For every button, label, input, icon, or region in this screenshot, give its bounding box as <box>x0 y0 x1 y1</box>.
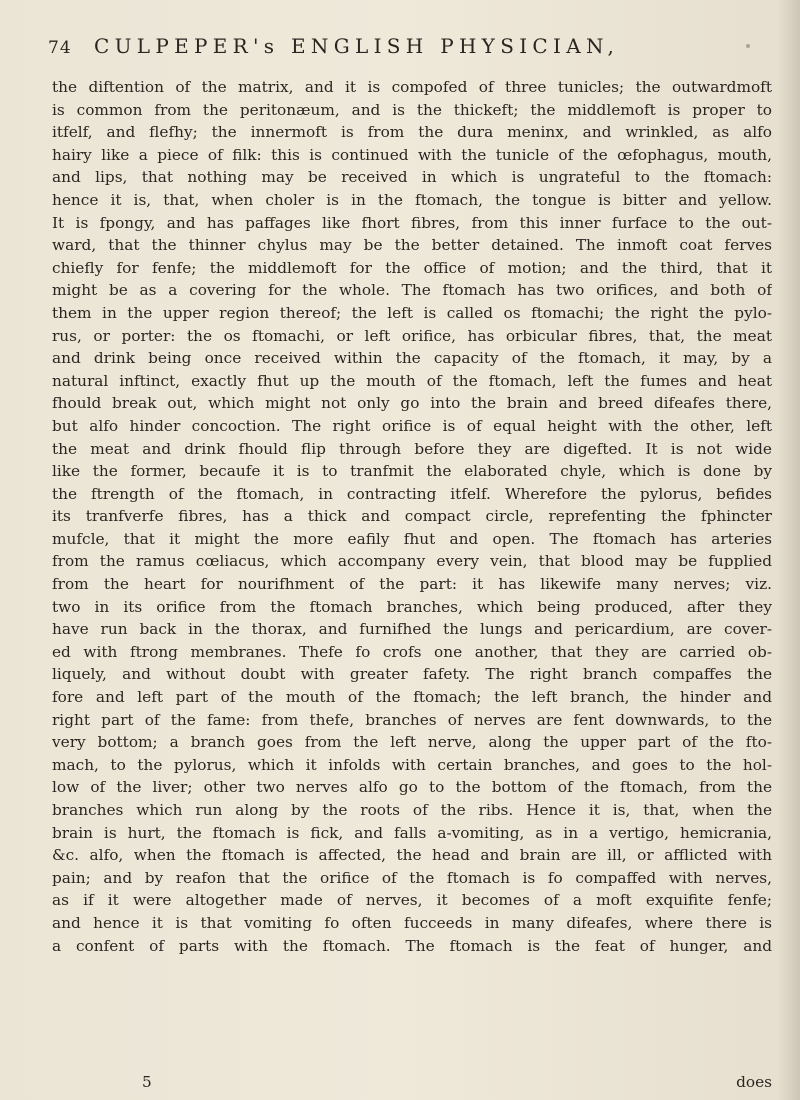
text-line: &c. alfo, when the ftomach is affected, the head and brain are ill, or afflicted with <box>52 846 772 865</box>
text-line: low of the liver; other two nerves alfo go to the bottom of the ftomach, from the <box>52 778 772 797</box>
text-line: mufcle, that it might the more eafily fhut and open. The ftomach has arteries <box>52 529 772 548</box>
text-line: is common from the peritonæum, and is the thickeft; the middlemoft is proper to <box>52 100 772 119</box>
text-line: the diftention of the matrix, and it is compofed of three tunicles; the outwardmoft <box>52 78 772 96</box>
text-line: right part of the fame: from thefe, branches of nerves are fent downwards, to the <box>52 710 772 729</box>
body-text <box>52 76 772 957</box>
text-line: as if it were altogether made of nerves, it becomes of a moft exquifite fenfe; <box>52 891 772 910</box>
text-line: a confent of parts with the ftomach. The ftomach is the feat of hunger, and <box>52 936 772 955</box>
page-header <box>48 34 768 64</box>
text-line: fore and left part of the mouth of the ftomach; the left branch, the hinder and <box>52 688 772 707</box>
text-line: liquely, and without doubt with greater fafety. The right branch compaffes the <box>52 665 772 684</box>
text-line: two in its orifice from the ftomach branches, which being produced, after they <box>52 597 772 616</box>
text-line: have run back in the thorax, and furnifhed the lungs and pericardium, are cover- <box>52 620 772 639</box>
text-line: the ftrength of the ftomach, in contracting itfelf. Wherefore the pylorus, befides <box>52 484 772 503</box>
text-line: ed with ftrong membranes. Thefe fo crofs one another, that they are carried ob- <box>52 642 772 661</box>
text-line: them in the upper region thereof; the left is called os ftomachi; the right the pylo- <box>52 303 772 322</box>
text-line: and hence it is that vomiting fo often fucceeds in many difeafes, where there is <box>52 913 772 932</box>
text-line: might be as a covering for the whole. The ftomach has two orifices, and both of <box>52 281 772 300</box>
text-line: natural inftinct, exactly fhut up the mouth of the ftomach, left the fumes and heat <box>52 371 772 390</box>
signature-mark: 5 <box>142 1073 152 1091</box>
text-line: rus, or porter: the os ftomachi, or left orifice, has orbicular fibres, that, the meat <box>52 326 772 345</box>
text-line: fhould break out, which might not only go into the brain and breed difeafes there, <box>52 394 772 413</box>
page-edge-shadow <box>778 0 800 1100</box>
text-line: the meat and drink fhould flip through before they are digefted. It is not wide <box>52 439 772 458</box>
running-head: CULPEPER's ENGLISH PHYSICIAN, <box>94 34 620 58</box>
text-line: mach, to the pylorus, which it infolds with certain branches, and goes to the hol- <box>52 755 772 774</box>
text-line: very bottom; a branch goes from the left nerve, along the upper part of the fto- <box>52 733 772 752</box>
text-line: hence it is, that, when choler is in the ftomach, the tongue is bitter and yellow. <box>52 190 772 209</box>
page-number: 74 <box>48 38 72 58</box>
text-line: chiefly for fenfe; the middlemoft for the office of motion; and the third, that it <box>52 258 772 277</box>
text-line: but alfo hinder concoction. The right orifice is of equal height with the other, left <box>52 416 772 435</box>
text-line: and lips, that nothing may be received in which is ungrateful to the ftomach: <box>52 168 772 187</box>
text-line: and drink being once received within the capacity of the ftomach, it may, by a <box>52 349 772 368</box>
text-line: from the heart for nourifhment of the part: it has likewife many nerves; viz. <box>52 575 772 594</box>
text-line: It is fpongy, and has paffages like fhort fibres, from this inner furface to the out- <box>52 213 772 232</box>
text-line: ward, that the thinner chylus may be the better detained. The inmoft coat ferves <box>52 236 772 255</box>
text-line: its tranfverfe fibres, has a thick and compact circle, reprefenting the fphincter <box>52 507 772 526</box>
catchword: does <box>736 1073 772 1091</box>
text-line: like the former, becaufe it is to tranfmit the elaborated chyle, which is done by <box>52 462 772 481</box>
text-line: itfelf, and flefhy; the innermoft is from the dura meninx, and wrinkled, as alfo <box>52 123 772 142</box>
text-line: brain is hurt, the ftomach is fick, and falls a-vomiting, as in a vertigo, hemicrania, <box>52 823 772 842</box>
text-line: branches which run along by the roots of the ribs. Hence it is, that, when the <box>52 801 772 819</box>
text-line: from the ramus cœliacus, which accompany every vein, that blood may be fupplied <box>52 552 772 571</box>
text-line: pain; and by reafon that the orifice of the ftomach is fo compaffed with nerves, <box>52 868 772 887</box>
text-line: hairy like a piece of filk: this is continued with the tunicle of the œfophagus, mouth, <box>52 145 772 164</box>
page-footer <box>52 1073 772 1095</box>
